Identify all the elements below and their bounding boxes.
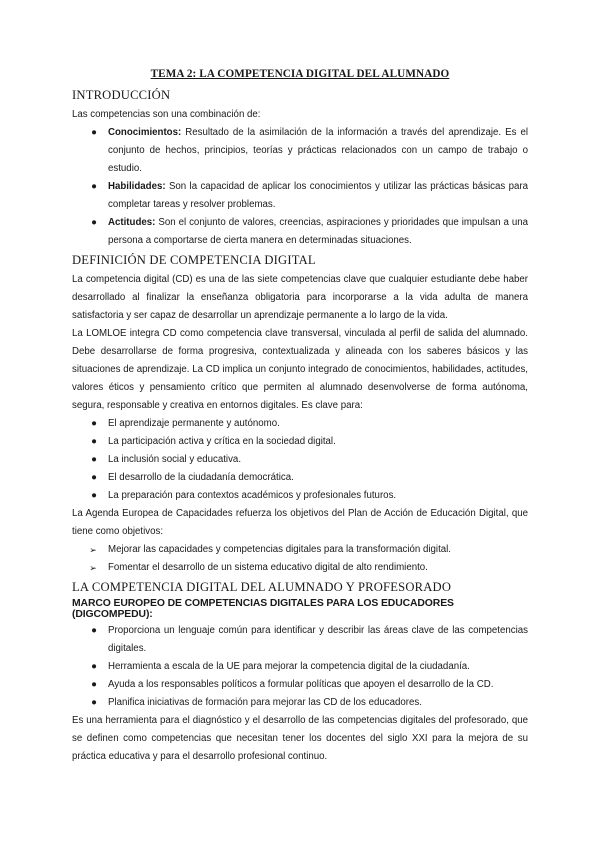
list-item: ➢ Fomentar el desarrollo de un sistema educativo digital de alto rendimiento. xyxy=(72,559,528,577)
bullet-icon: ● xyxy=(91,697,97,708)
list-item: ● Ayuda a los responsables políticos a formular políticas que apoyen el desarrollo de la CD. xyxy=(72,676,528,694)
paragraph: La LOMLOE integra CD como competencia clave transversal, vinculada al perfil de salida del alumnado. Debe desarrollarse de forma progresiva, contextualizada y alineada con los saberes básicos y las situaciones de aprendizaje. La CD implica un conjunto integrado de conocimientos, habilidades, actitudes, valores éticos y pensamiento crítico que permiten al alumnado desenvolverse de forma autónoma, segura, responsable y creativa en entornos digitales. Es clave para: xyxy=(72,328,528,411)
list-item: ● Proporciona un lenguaje común para identificar y describir las áreas clave de las competencias digitales. xyxy=(72,622,528,658)
bullet-icon: ● xyxy=(91,661,97,672)
list-item xyxy=(72,214,528,250)
bullet-icon: ● xyxy=(91,679,97,690)
section-heading-teachers: LA COMPETENCIA DIGITAL DEL ALUMNADO Y PROFESORADO xyxy=(72,580,452,594)
list-item: ● La preparación para contextos académicos y profesionales futuros. xyxy=(72,487,528,505)
list-item xyxy=(72,178,528,214)
subheading: MARCO EUROPEO DE COMPETENCIAS DIGITALES PARA LOS EDUCADORES (DIGCOMPEDU): xyxy=(72,598,454,620)
bullet-icon: ● xyxy=(91,217,97,228)
bullet-icon: ● xyxy=(91,490,97,501)
definition-text: Son la capacidad de aplicar los conocimientos y utilizar las prácticas básicas para completar tareas y resolver problemas. xyxy=(108,181,528,210)
list-item: ● La inclusión social y educativa. xyxy=(72,451,528,469)
section-heading-definition: DEFINICIÓN DE COMPETENCIA DIGITAL xyxy=(72,253,316,267)
bullet-icon: ● xyxy=(91,625,97,636)
list-item: ● Herramienta a escala de la UE para mejorar la competencia digital de la ciudadanía. xyxy=(72,658,528,676)
document-title: TEMA 2: LA COMPETENCIA DIGITAL DEL ALUMNADO xyxy=(150,68,450,80)
term: Actitudes: xyxy=(108,217,156,228)
bullet-icon: ● xyxy=(91,418,97,429)
key-list xyxy=(72,415,528,505)
term: Conocimientos: xyxy=(108,127,182,138)
list-item: ● El desarrollo de la ciudadanía democrática. xyxy=(72,469,528,487)
bullet-icon: ● xyxy=(91,436,97,447)
paragraph: La competencia digital (CD) es una de las siete competencias clave que cualquier estudiante debe haber desarrollado al finalizar la enseñanza obligatoria para incorporarse a la vida adulta de manera satisfactoria y ser capaz de desarrollar un aprendizaje permanente a lo largo de la vida. xyxy=(72,274,528,321)
list-item: ● La participación activa y crítica en la sociedad digital. xyxy=(72,433,528,451)
arrow-bullet-icon: ➢ xyxy=(89,563,97,573)
digcompedu-list xyxy=(72,622,528,712)
list-item: ● El aprendizaje permanente y autónomo. xyxy=(72,415,528,433)
list-item xyxy=(72,124,528,178)
bullet-icon: ● xyxy=(91,181,97,192)
list-item: ➢ Mejorar las capacidades y competencias digitales para la transformación digital. xyxy=(72,541,528,559)
bullet-icon: ● xyxy=(91,127,97,138)
intro-lead: Las competencias son una combinación de: xyxy=(72,109,261,120)
document-page xyxy=(72,68,528,766)
paragraph: Es una herramienta para el diagnóstico y el desarrollo de las competencias digitales del profesorado, que se definen como competencias que necesitan tener los docentes del siglo XXI para la mejora de su práctica educativa y para el desarrollo profesional continuo. xyxy=(72,715,528,762)
term: Habilidades: xyxy=(108,181,166,192)
goals-list xyxy=(72,541,528,577)
paragraph: La Agenda Europea de Capacidades refuerza los objetivos del Plan de Acción de Educación Digital, que tiene como objetivos: xyxy=(72,508,528,537)
definition-text: Resultado de la asimilación de la información a través del aprendizaje. Es el conjunto de hechos, principios, teorías y prácticas relacionados con un campo de trabajo o estudio. xyxy=(108,127,528,174)
arrow-bullet-icon: ➢ xyxy=(89,545,97,555)
intro-list xyxy=(72,124,528,250)
definition-text: Son el conjunto de valores, creencias, aspiraciones y prioridades que impulsan a una persona a comportarse de cierta manera en determinadas situaciones. xyxy=(108,217,528,246)
bullet-icon: ● xyxy=(91,454,97,465)
section-heading-intro: INTRODUCCIÓN xyxy=(72,88,171,102)
bullet-icon: ● xyxy=(91,472,97,483)
list-item: ● Planifica iniciativas de formación para mejorar las CD de los educadores. xyxy=(72,694,528,712)
